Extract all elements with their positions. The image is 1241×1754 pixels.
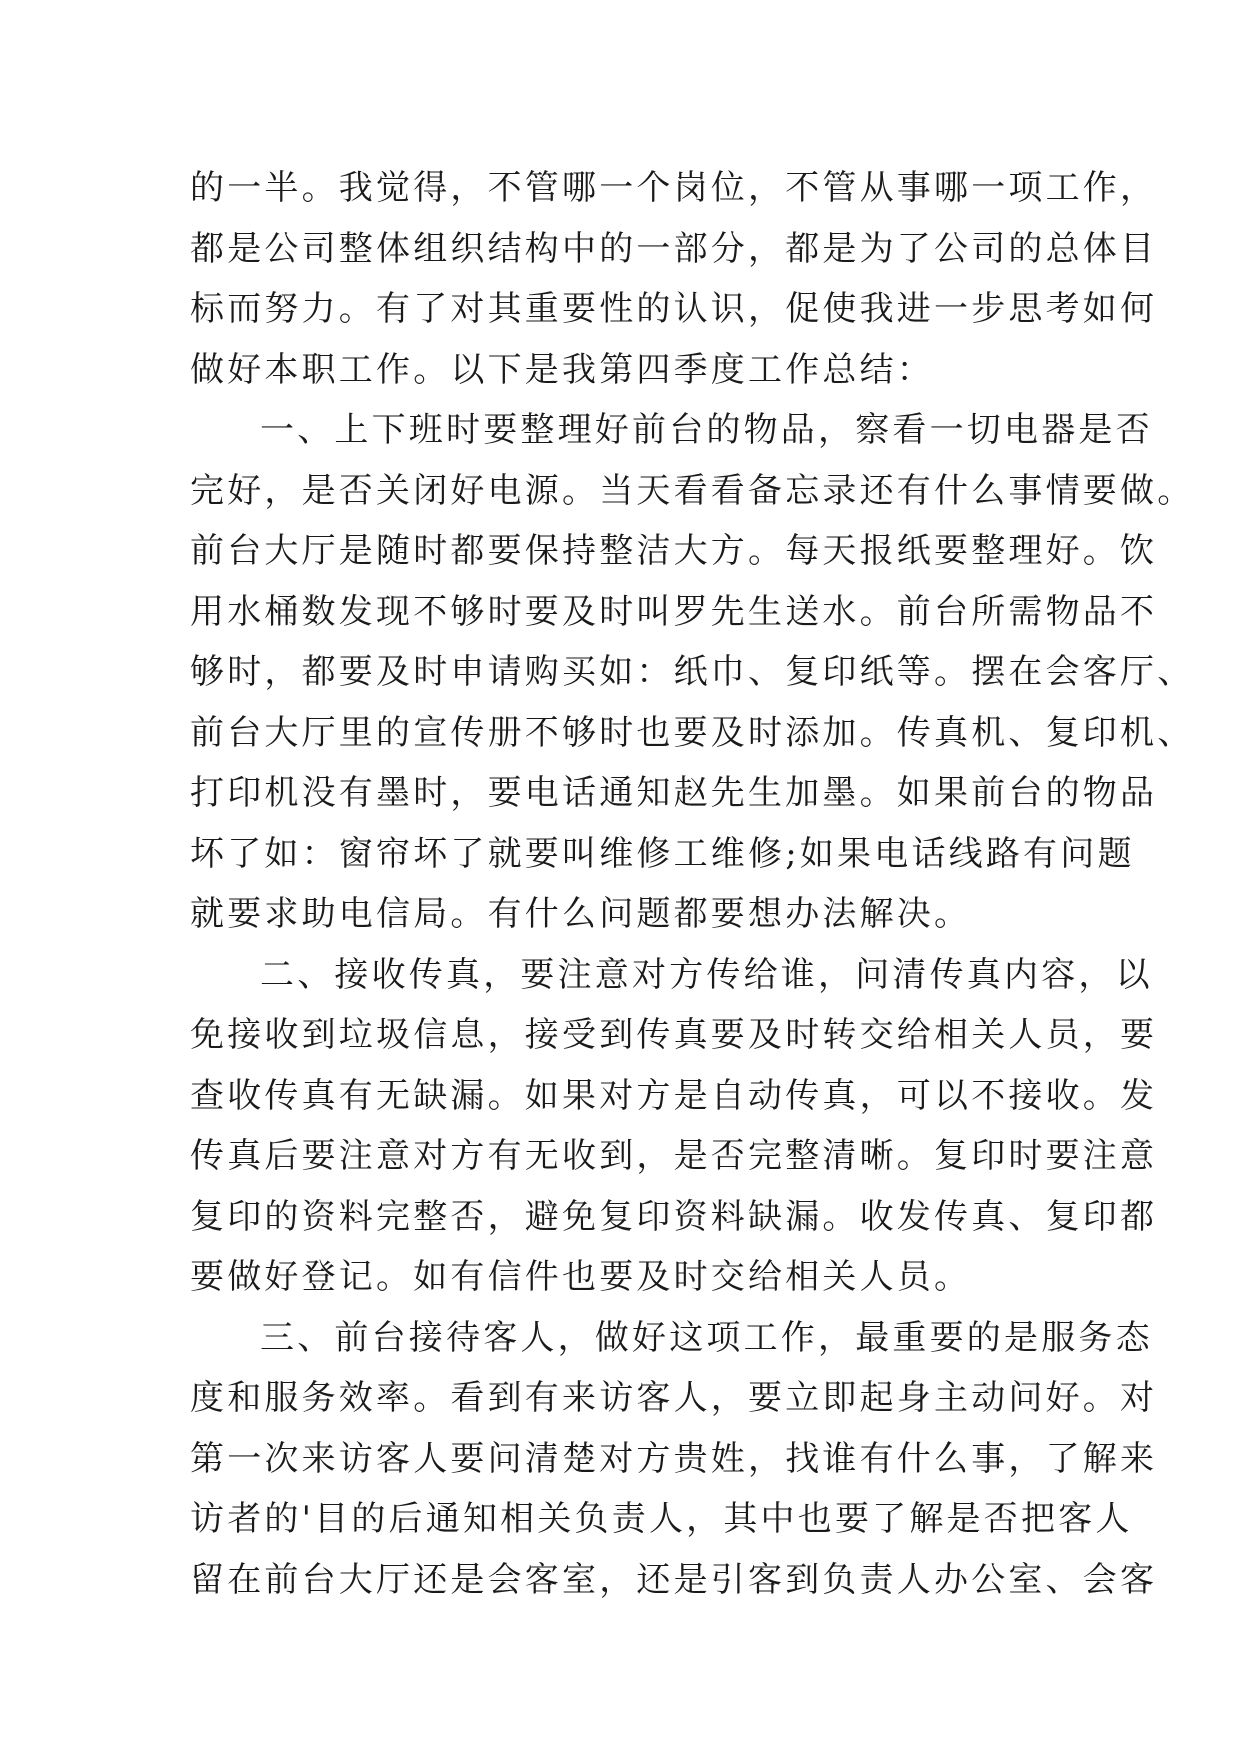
text-line: 查收传真有无缺漏。如果对方是自动传真，可以不接收。发 xyxy=(190,1075,1158,1116)
text-line: 都是公司整体组织结构中的一部分，都是为了公司的总体目 xyxy=(190,228,1158,269)
text-line: 就要求助电信局。有什么问题都要想办法解决。 xyxy=(190,894,972,934)
paragraph-start-line: 三、前台接待客人，做好这项工作，最重要的是服务态 xyxy=(260,1317,1153,1358)
text-line: 前台大厅是随时都要保持整洁大方。每天报纸要整理好。饮 xyxy=(190,531,1158,571)
text-line: 够时，都要及时申请购买如：纸巾、复印纸等。摆在会客厅、 xyxy=(190,652,1195,692)
text-line: 传真后要注意对方有无收到，是否完整清晰。复印时要注意 xyxy=(190,1136,1158,1176)
text-line: 要做好登记。如有信件也要及时交给相关人员。 xyxy=(190,1257,972,1297)
text-line: 打印机没有墨时，要电话通知赵先生加墨。如果前台的物品 xyxy=(190,773,1158,813)
text-line: 的一半。我觉得，不管哪一个岗位，不管从事哪一项工作， xyxy=(190,168,1158,208)
text-line: 标而努力。有了对其重要性的认识，促使我进一步思考如何 xyxy=(190,289,1158,329)
text-line: 访者的'目的后通知相关负责人，其中也要了解是否把客人 xyxy=(190,1499,1133,1539)
text-line: 用水桶数发现不够时要及时叫罗先生送水。前台所需物品不 xyxy=(190,591,1158,632)
text-line: 留在前台大厅还是会客室，还是引客到负责人办公室、会客 xyxy=(190,1559,1158,1600)
text-line: 完好，是否关闭好电源。当天看看备忘录还有什么事情要做。 xyxy=(190,470,1195,511)
text-line: 免接收到垃圾信息，接受到传真要及时转交给相关人员，要 xyxy=(190,1015,1158,1055)
text-line: 度和服务效率。看到有来访客人，要立即起身主动问好。对 xyxy=(190,1378,1158,1418)
paragraph-start-line: 二、接收传真，要注意对方传给谁，问清传真内容，以 xyxy=(260,954,1153,995)
text-line: 坏了如：窗帘坏了就要叫维修工维修;如果电话线路有问题 xyxy=(190,833,1135,874)
text-line: 第一次来访客人要问清楚对方贵姓，找谁有什么事，了解来 xyxy=(190,1438,1158,1479)
text-line: 前台大厅里的宣传册不够时也要及时添加。传真机、复印机、 xyxy=(190,712,1195,753)
text-line: 复印的资料完整否，避免复印资料缺漏。收发传真、复印都 xyxy=(190,1196,1158,1237)
document-body xyxy=(190,158,1195,1610)
paragraph-start-line: 一、上下班时要整理好前台的物品，察看一切电器是否 xyxy=(260,410,1153,450)
text-line: 做好本职工作。以下是我第四季度工作总结： xyxy=(190,349,934,390)
